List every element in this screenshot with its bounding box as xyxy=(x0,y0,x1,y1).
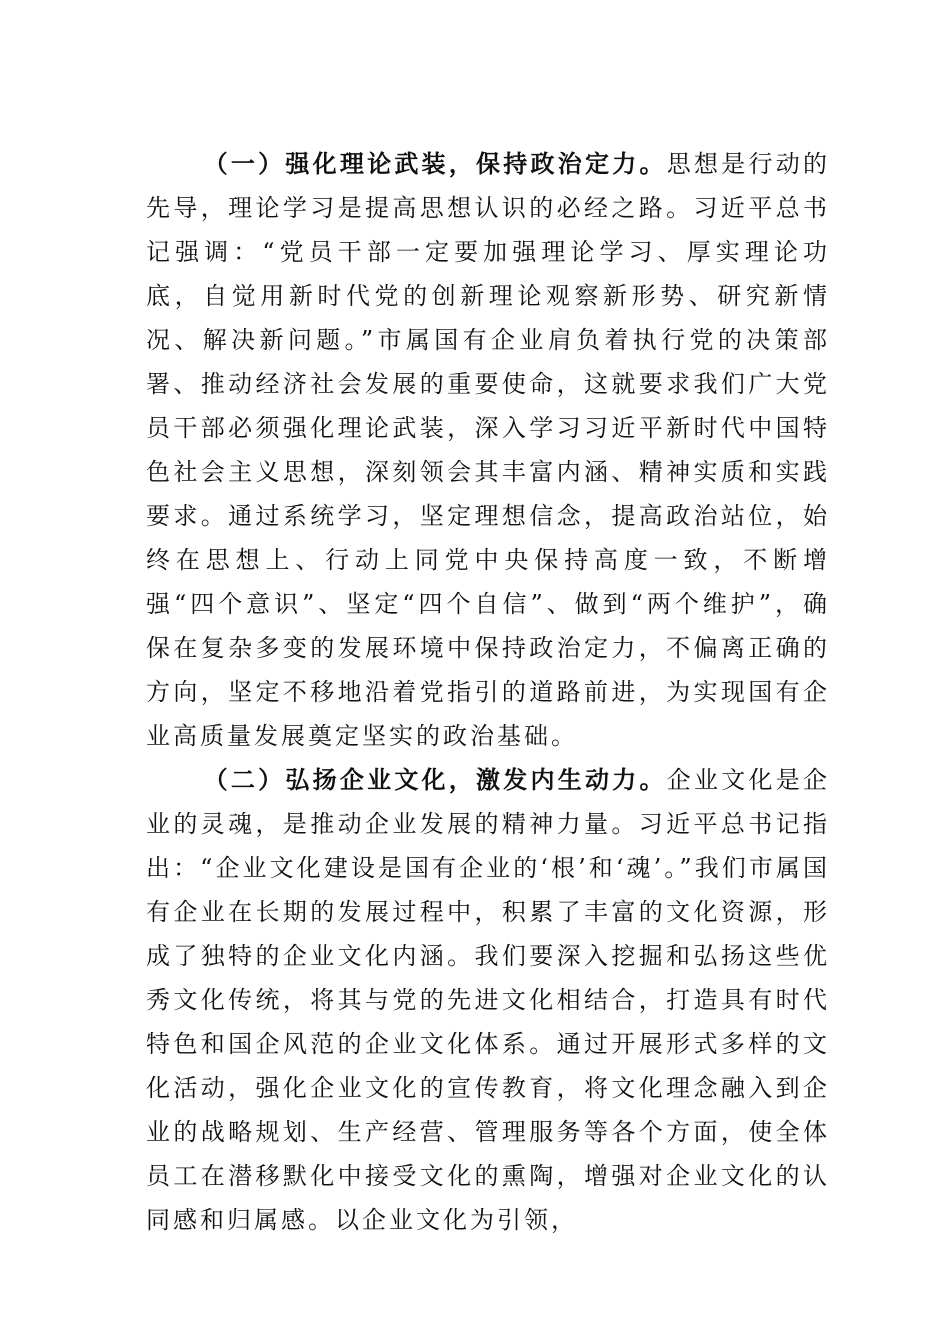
paragraph-2-text: 企业文化是企业的灵魂，是推动企业发展的精神力量。习近平总书记指出：“企业文化建设是国有企业的‘根’和‘魂’。”我们市属国有企业在长期的发展过程中，积累了丰富的文化资源，形成了独特的企业文化内涵。我们要深入挖掘和弘扬这些优秀文化传统，将其与党的先进文化相结合，打造具有时代特色和国企风范的企业文化体系。通过开展形式多样的文化活动，强化企业文化的宣传教育，将文化理念融入到企业的战略规划、生产经营、管理服务等各个方面，使全体员工在潜移默化中接受文化的熏陶，增强对企业文化的认同感和归属感。以企业文化为引领， xyxy=(146,766,831,1234)
paragraph-2-heading: （二）弘扬企业文化，激发内生动力。 xyxy=(203,765,667,794)
document-body xyxy=(146,142,830,1242)
paragraph-1-text: 思想是行动的先导，理论学习是提高思想认识的必经之路。习近平总书记强调：“党员干部一定要加强理论学习、厚实理论功底，自觉用新时代党的创新理论观察新形势、研究新情况、解决新问题。”市属国有企业肩负着执行党的决策部署、推动经济社会发展的重要使命，这就要求我们广大党员干部必须强化理论武装，深入学习习近平新时代中国特色社会主义思想，深刻领会其丰富内涵、精神实质和实践要求。通过系统学习，坚定理想信念，提高政治站位，始终在思想上、行动上同党中央保持高度一致，不断增强“四个意识”、坚定“四个自信”、做到“两个维护”，确保在复杂多变的发展环境中保持政治定力，不偏离正确的方向，坚定不移地沿着党指引的道路前进，为实现国有企业高质量发展奠定坚实的政治基础。 xyxy=(146,150,831,750)
paragraph-1 xyxy=(146,142,830,758)
paragraph-1-heading: （一）强化理论武装，保持政治定力。 xyxy=(203,149,667,178)
paragraph-2 xyxy=(146,758,830,1242)
